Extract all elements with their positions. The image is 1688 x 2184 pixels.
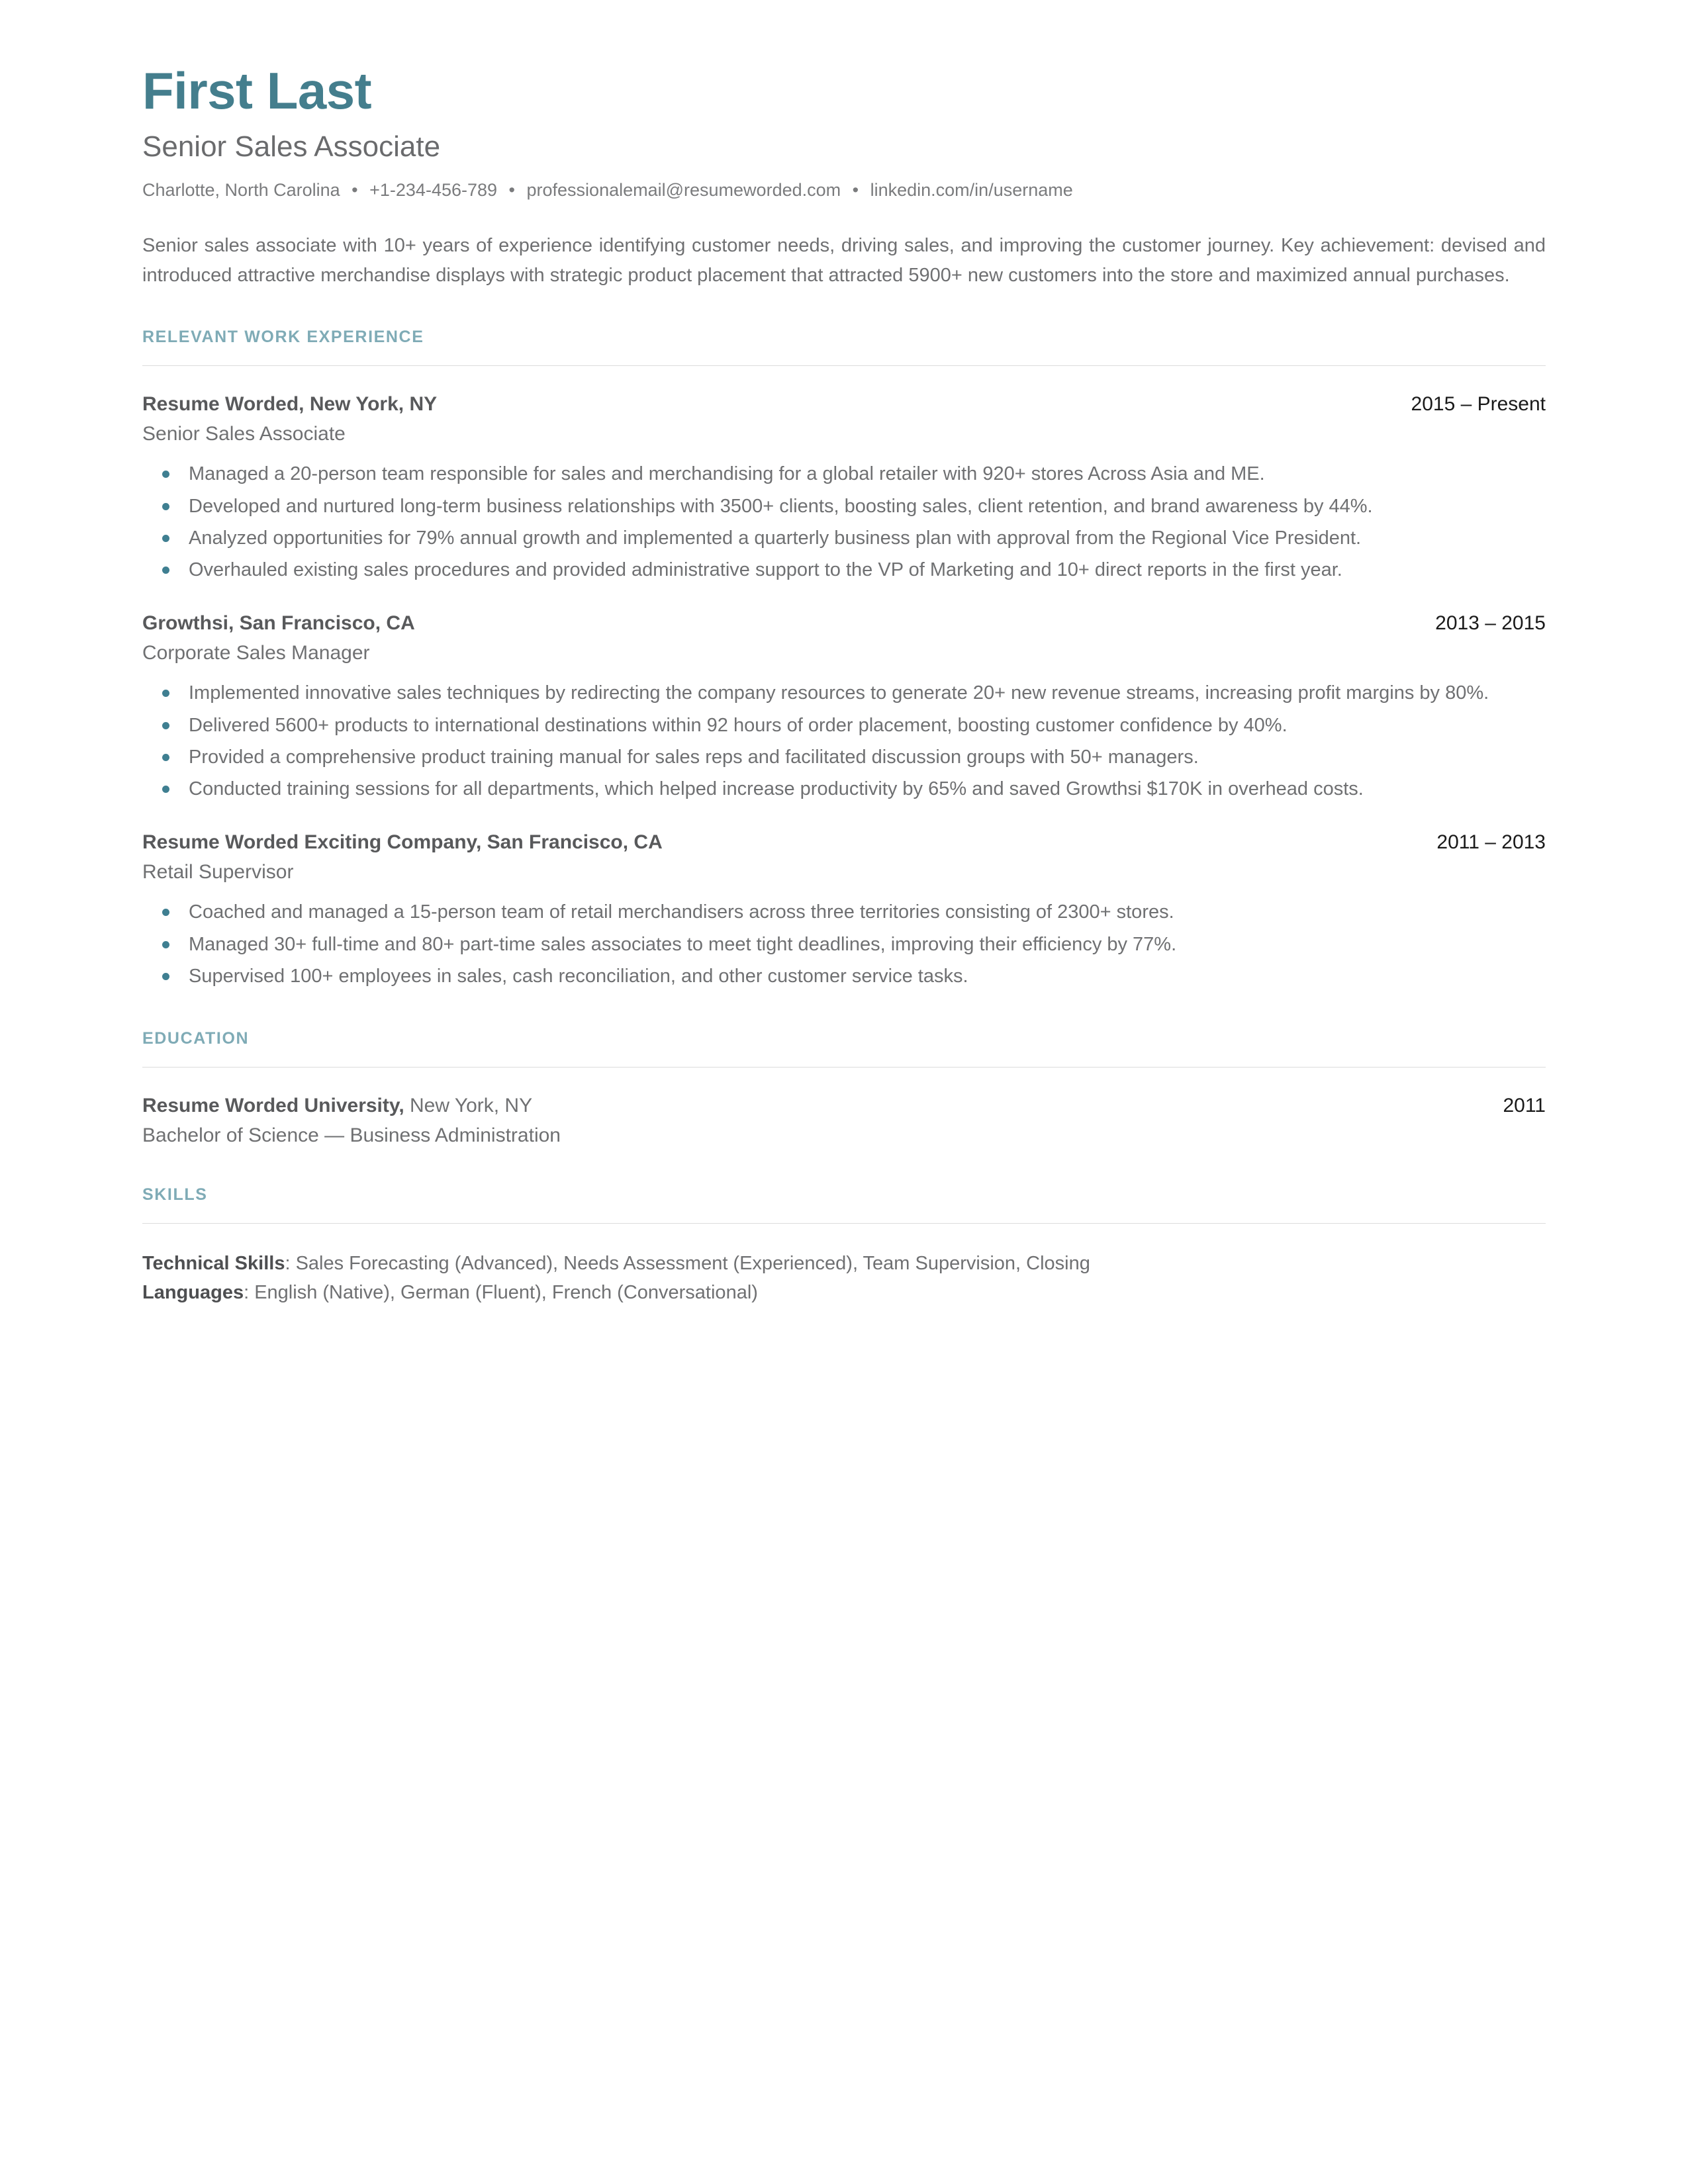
resume-header (142, 63, 1546, 202)
experience-bullet (142, 492, 1546, 521)
experience-bullet (142, 459, 1546, 488)
experience-entry (142, 829, 1546, 991)
bullet-dot-icon (162, 786, 169, 793)
experience-bullet-text: Managed 30+ full-time and 80+ part-time sales associates to meet tight deadlines, improving their efficiency by 77%. (189, 933, 1177, 955)
experience-bullet (142, 962, 1546, 991)
experience-bullet-text: Analyzed opportunities for 79% annual growth and implemented a quarterly business plan with approval from the Regional Vice President. (189, 527, 1362, 549)
experience-dates: 2013 – 2015 (1435, 612, 1546, 634)
section-divider (142, 365, 1546, 366)
education-entry (142, 1093, 1546, 1150)
experience-bullet (142, 930, 1546, 959)
contact-separator-icon: • (852, 179, 859, 200)
bullet-dot-icon (162, 973, 169, 980)
section-experience (142, 328, 1546, 991)
section-spacer (142, 993, 1546, 1029)
skills-line (142, 1249, 1546, 1278)
contact-linkedin[interactable]: linkedin.com/in/username (870, 179, 1073, 200)
contact-line (142, 179, 1546, 202)
candidate-name: First Last (142, 62, 372, 120)
experience-bullet-text: Coached and managed a 15-person team of retail merchandisers across three territories consisting of 2300+ stores. (189, 901, 1174, 923)
bullet-dot-icon (162, 503, 169, 510)
contact-phone[interactable]: +1-234-456-789 (369, 179, 498, 200)
experience-dates: 2015 – Present (1411, 392, 1546, 415)
experience-bullet (142, 897, 1546, 927)
section-skills (142, 1185, 1546, 1307)
contact-separator-icon: • (508, 179, 515, 200)
skills-category-label: Technical Skills (142, 1252, 285, 1274)
bullet-dot-icon (162, 471, 169, 478)
skills-line (142, 1278, 1546, 1307)
skills-category-label: Languages (142, 1281, 244, 1303)
bullet-dot-icon (162, 567, 169, 574)
contact-email[interactable]: professionalemail@resumeworded.com (526, 179, 841, 200)
section-heading-skills: SKILLS (142, 1185, 208, 1204)
experience-entry (142, 391, 1546, 585)
professional-summary: Senior sales associate with 10+ years of experience identifying customer needs, driving sales, and improving the customer journey. Key achievement: devised and introduced attractive merchandise displays with strategic product placement that attracted 5900+ new customers into the store and maximized annual purchases. (142, 234, 1546, 286)
section-divider (142, 1223, 1546, 1224)
section-education (142, 1029, 1546, 1150)
bullet-dot-icon (162, 909, 169, 916)
bullet-dot-icon (162, 722, 169, 729)
bullet-dot-icon (162, 690, 169, 697)
experience-bullet-text: Managed a 20-person team responsible for sales and merchandising for a global retailer with 920+ stores Across Asia and ME. (189, 463, 1265, 485)
skills-values: : Sales Forecasting (Advanced), Needs Assessment (Experienced), Team Supervision, Closing (285, 1252, 1090, 1274)
experience-bullet-list (142, 678, 1546, 803)
education-dates: 2011 (1503, 1095, 1546, 1117)
education-school-name: Resume Worded University, (142, 1095, 404, 1117)
experience-bullet-text: Developed and nurtured long-term business relationships with 3500+ clients, boosting sales, client retention, and brand awareness by 44%. (189, 495, 1373, 517)
experience-bullet-list (142, 459, 1546, 584)
experience-bullet (142, 523, 1546, 553)
section-heading-education: EDUCATION (142, 1029, 250, 1048)
experience-bullet (142, 743, 1546, 772)
experience-job-title: Corporate Sales Manager (142, 641, 370, 664)
experience-bullet-text: Delivered 5600+ products to international destinations within 92 hours of order placement, boosting customer confidence by 40%. (189, 714, 1288, 736)
education-school (142, 1093, 532, 1118)
experience-bullet (142, 678, 1546, 707)
education-entry-header (142, 1093, 1546, 1118)
education-school-location: New York, NY (404, 1095, 533, 1117)
experience-organization: Growthsi, San Francisco, CA (142, 612, 415, 634)
experience-job-title: Senior Sales Associate (142, 422, 346, 445)
experience-bullet-list (142, 897, 1546, 991)
candidate-headline: Senior Sales Associate (142, 130, 441, 163)
experience-bullet (142, 555, 1546, 584)
experience-job-title: Retail Supervisor (142, 860, 294, 883)
contact-separator-icon: • (352, 179, 358, 200)
experience-bullet (142, 774, 1546, 803)
experience-bullet-text: Conducted training sessions for all departments, which helped increase productivity by 65% and saved Growthsi $170K in overhead costs. (189, 778, 1364, 800)
bullet-dot-icon (162, 535, 169, 542)
section-divider (142, 1067, 1546, 1068)
experience-dates: 2011 – 2013 (1436, 831, 1546, 853)
experience-entry-header (142, 829, 1546, 855)
experience-entry-header (142, 610, 1546, 636)
experience-bullet-text: Implemented innovative sales techniques by redirecting the company resources to generate 20+ new revenue streams, increasing profit margins by 80%. (189, 682, 1489, 704)
experience-organization: Resume Worded Exciting Company, San Francisco, CA (142, 831, 663, 853)
education-degree: Bachelor of Science — Business Administration (142, 1124, 561, 1147)
section-heading-experience: RELEVANT WORK EXPERIENCE (142, 327, 424, 346)
bullet-dot-icon (162, 754, 169, 761)
experience-bullet-text: Overhauled existing sales procedures and provided administrative support to the VP of Marketing and 10+ direct reports in the first year. (189, 559, 1342, 581)
contact-location: Charlotte, North Carolina (142, 179, 340, 200)
experience-entry-header (142, 391, 1546, 417)
experience-bullet (142, 711, 1546, 740)
experience-organization: Resume Worded, New York, NY (142, 392, 438, 415)
experience-bullet-text: Supervised 100+ employees in sales, cash reconciliation, and other customer service tasks. (189, 965, 968, 987)
skills-values: : English (Native), German (Fluent), French (Conversational) (244, 1281, 758, 1303)
experience-bullet-text: Provided a comprehensive product training manual for sales reps and facilitated discussion groups with 50+ managers. (189, 746, 1199, 768)
experience-entry (142, 610, 1546, 804)
section-spacer (142, 1150, 1546, 1185)
bullet-dot-icon (162, 941, 169, 948)
